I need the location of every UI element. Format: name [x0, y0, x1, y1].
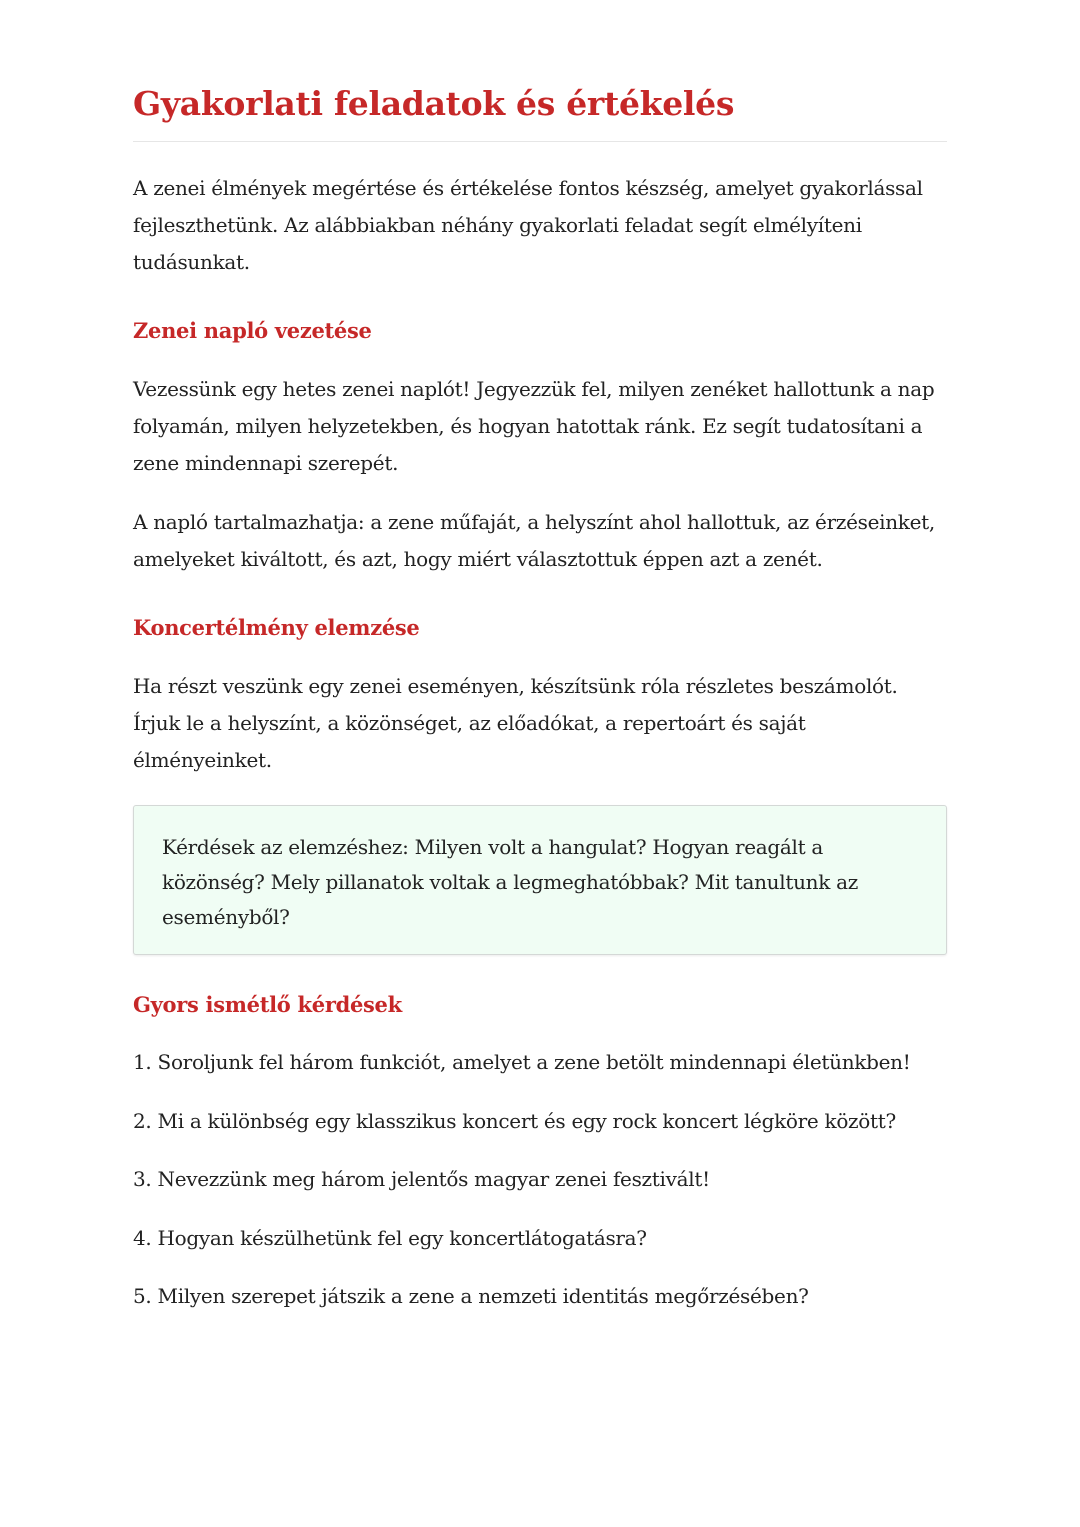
callout-text: Kérdések az elemzéshez: Milyen volt a hangulat? Hogyan reagált a közönség? Mely pillanatok voltak a legmeghatóbbak? Mit tanultunk az eseményből?: [162, 835, 858, 929]
section-heading-quick-review: Gyors ismétlő kérdések: [133, 992, 402, 1017]
section-heading-concert-analysis: Koncertélmény elemzése: [133, 615, 420, 640]
review-question: 4. Hogyan készülhetünk fel egy koncertlátogatásra?: [133, 1225, 647, 1250]
review-question: 3. Nevezzünk meg három jelentős magyar zenei fesztivált!: [133, 1167, 710, 1191]
section-heading-music-diary: Zenei napló vezetése: [133, 318, 372, 343]
review-question: 5. Milyen szerepet játszik a zene a nemzeti identitás megőrzésében?: [133, 1284, 809, 1308]
review-question: 2. Mi a különbség egy klasszikus koncert és egy rock koncert légköre között?: [133, 1108, 896, 1133]
intro-paragraph: A zenei élmények megértése és értékelése fontos készség, amelyet gyakorlással fejleszthetünk. Az alábbiakban néhány gyakorlati feladat segít elmélyíteni tudásunkat.: [133, 176, 923, 274]
music-diary-paragraph-1: Vezessünk egy hetes zenei naplót! Jegyezzük fel, milyen zenéket hallottunk a nap folyamán, milyen helyzetekben, és hogyan hatottak ránk. Ez segít tudatosítani a zene mindennapi szerepét.: [133, 377, 935, 475]
title-divider: [133, 141, 947, 142]
review-questions-list: [133, 1045, 947, 1338]
page-title: Gyakorlati feladatok és értékelés: [133, 84, 735, 123]
analysis-questions-callout: [133, 805, 947, 955]
review-question: 1. Soroljunk fel három funkciót, amelyet a zene betölt mindennapi életünkben!: [133, 1050, 911, 1074]
concert-analysis-paragraph: Ha részt veszünk egy zenei eseményen, készítsünk róla részletes beszámolót. Írjuk le a helyszínt, a közönséget, az előadókat, a repertoárt és saját élményeinket.: [133, 674, 898, 772]
music-diary-paragraph-2: A napló tartalmazhatja: a zene műfaját, a helyszínt ahol hallottuk, az érzéseinket, amelyeket kiváltott, és azt, hogy miért választottuk éppen azt a zenét.: [133, 510, 935, 571]
